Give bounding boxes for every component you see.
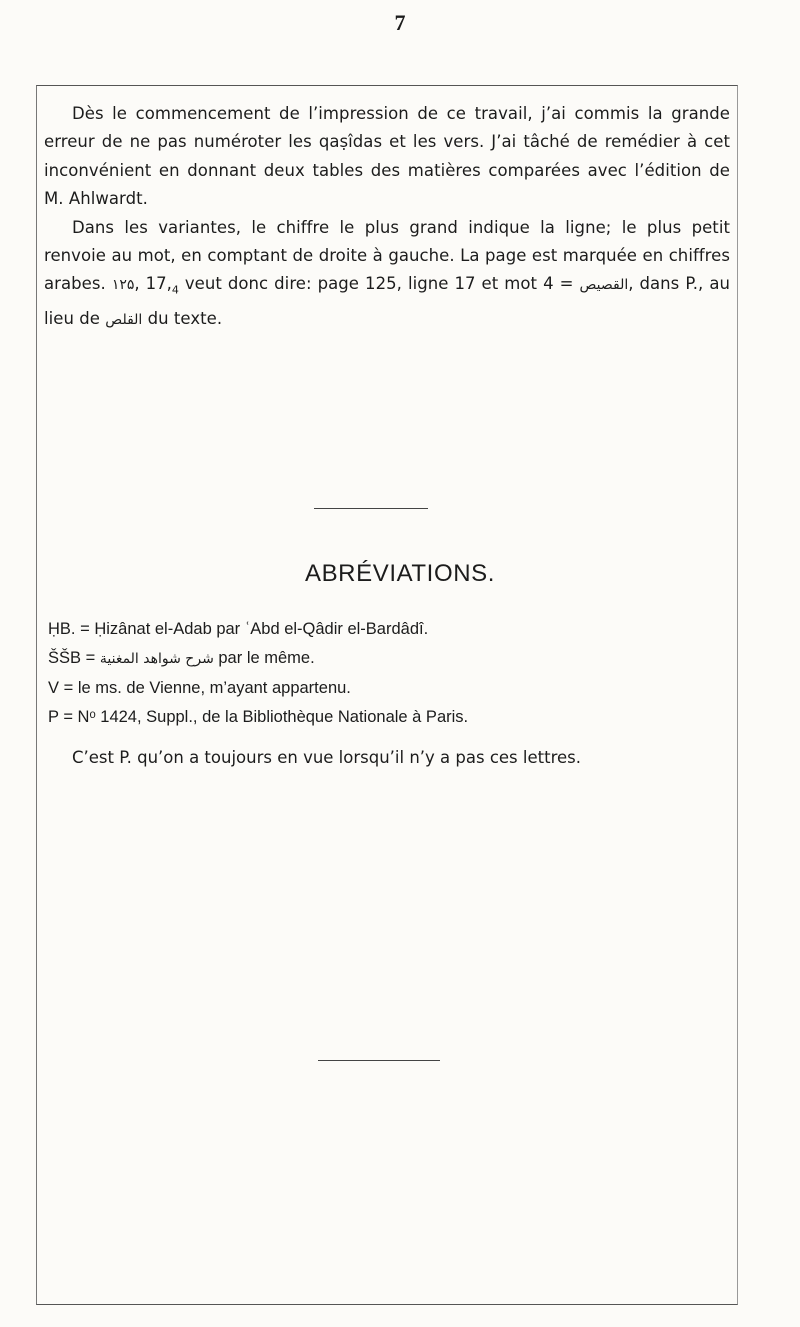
variants-text-3: veut donc dire: page 125, ligne 17 et mot 4 = bbox=[178, 274, 574, 294]
abbreviation-term: ḤB. bbox=[48, 620, 76, 638]
variants-text-4: , dans P., au lieu de bbox=[44, 274, 731, 329]
paragraph-numbering: Dès le commencement de l’impression de ce travail, j’ai commis la grande erreur de ne pas numéroter les qaṣîdas et les vers. J’ai tâché de remédier à cet inconvénient en donnant deux tables des matières comparées avec l’édition de M. Ahlwardt. bbox=[44, 104, 730, 209]
abbreviation-list bbox=[48, 615, 738, 732]
abbreviation-row-v bbox=[48, 674, 738, 703]
equals-sign: = bbox=[85, 649, 96, 667]
equals-sign: = bbox=[63, 679, 74, 697]
section-heading: ABRÉVIATIONS. bbox=[304, 560, 496, 587]
intro-text bbox=[44, 100, 730, 335]
abbreviation-row-hb bbox=[48, 615, 738, 644]
section-divider-bottom bbox=[318, 1060, 440, 1061]
variants-text-1: Dans les variantes, le chiffre le plus grand indique la ligne; le plus petit renvoie au mot, en comptant de droite à gauche. La page est marquée en chiffres arabes. bbox=[44, 217, 730, 294]
abbreviation-term: P bbox=[48, 708, 59, 726]
arabic-word-text: القلص bbox=[105, 312, 143, 329]
abbreviation-definition: Ḥizânat el-Adab par ʿAbd el-Qâdir el-Bardâdî. bbox=[94, 620, 429, 638]
arabic-page-number: ۱۲۵ bbox=[111, 277, 135, 294]
paragraph-variants bbox=[44, 214, 730, 335]
closing-note: C’est P. qu’on a toujours en vue lorsqu’il n’y a pas ces lettres. bbox=[72, 748, 581, 767]
abbreviation-arabic-title: شرح شواهد المغنية bbox=[99, 651, 214, 667]
variants-text-2: , 17, bbox=[134, 274, 172, 294]
abbreviation-definition: par le même. bbox=[213, 649, 315, 667]
abbreviation-term: V bbox=[48, 679, 60, 697]
equals-sign: = bbox=[80, 620, 90, 638]
word-subscript: 4 bbox=[171, 283, 179, 297]
abbreviation-row-p bbox=[48, 703, 738, 732]
abbreviation-definition: le ms. de Vienne, m’ayant appartenu. bbox=[77, 679, 351, 697]
section-divider-top bbox=[314, 508, 428, 509]
page-number: 7 bbox=[394, 10, 406, 35]
equals-sign: = bbox=[63, 708, 73, 726]
abbreviation-term: ŠŠB bbox=[48, 649, 82, 667]
arabic-word-variant: القصيص bbox=[579, 277, 629, 294]
variants-text-5: du texte. bbox=[142, 309, 223, 329]
abbreviation-definition: Nᵒ 1424, Suppl., de la Bibliothèque Nationale à Paris. bbox=[77, 708, 469, 726]
abbreviation-row-ssb bbox=[48, 644, 738, 674]
